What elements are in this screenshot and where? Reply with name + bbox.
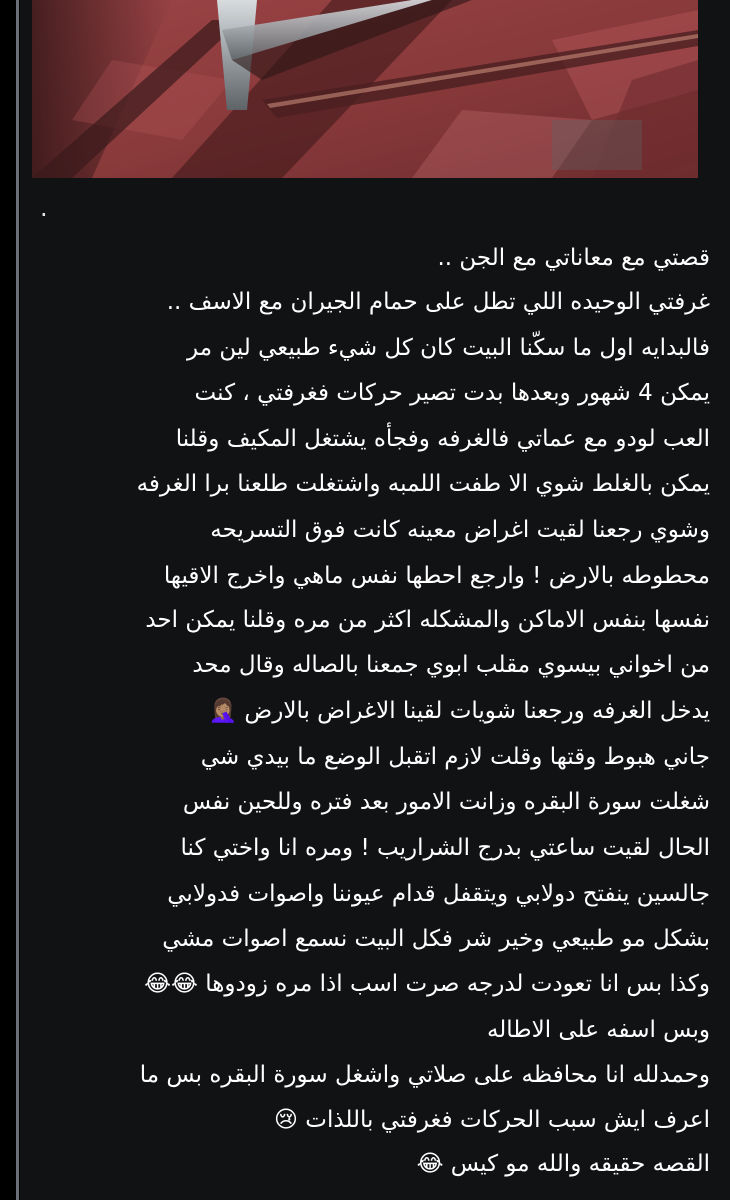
story-line-8: محطوطه بالارض ! وارجع احطها نفس ماهي واخرج الاقيها [163,563,710,589]
story-line-21: القصه حقيقه والله مو كيس 😂 [416,1151,710,1177]
story-line-15: جالسين ينفتح دولابي ويتقفل قدام عيوننا واصوات فدولابي [167,881,710,907]
story-line-17: وكذا بس انا تعودت لدرجه صرت اسب اذا مره زودوها 😂😂 [144,971,710,997]
story-line-4: يمكن 4 شهور وبعدها بدت تصير حركات فغرفتي ، كنت [194,380,710,406]
story-line-9: نفسها بنفس الاماكن والمشكله اكثر من مره وقلنا يمكن احد [145,607,710,633]
story-line-6: يمكن بالغلط شوي الا طفت اللمبه واشتغلت طلعنا برا الغرفه [136,471,710,497]
bullet-mark: . [40,194,48,222]
story-line-3: فالبدايه اول ما سكّنا البيت كان كل شيء طبيعي لين مر [187,335,710,361]
thread-line [16,0,19,1200]
story-line-20: اعرف ايش سبب الحركات فغرفتي باللذات 😢 [274,1107,710,1133]
story-line-14: الحال لقيت ساعتي بدرج الشراريب ! ومره انا واختي كنا [180,835,710,861]
story-line-7: وشوي رجعنا لقيت اغراض معينه كانت فوق التسريحه [210,517,710,543]
story-line-18: وبس اسفه على الاطاله [486,1017,710,1043]
story-line-5: العب لودو مع عماتي فالغرفه وفجأه يشتغل المكيف وقلنا [175,426,710,452]
red-chair-photo-icon [32,0,698,178]
story-line-16: بشكل مو طبيعي وخير شر فكل البيت نسمع اصوات مشي [162,926,710,952]
post-photo[interactable] [32,0,698,178]
story-line-1: قصتي مع معاناتي مع الجن .. [437,245,710,271]
story-line-2: غرفتي الوحيده اللي تطل على حمام الجيران مع الاسف .. [166,289,710,315]
story-line-12: جاني هبوط وقتها وقلت لازم اتقبل الوضع ما بيدي شي [200,744,710,770]
story-line-10: من اخواني بيسوي مقلب ابوي جمعنا بالصاله وقال محد [192,652,710,678]
story-line-19: وحمدلله انا محافظه على صلاتي واشغل سورة البقره بس ما [139,1062,710,1088]
story-line-13: شغلت سورة البقره وزانت الامور بعد فتره وللحين نفس [182,789,710,815]
story-line-11: يدخل الغرفه ورجعنا شويات لقينا الاغراض بالارض 🤦🏽‍♀️ [208,698,710,724]
